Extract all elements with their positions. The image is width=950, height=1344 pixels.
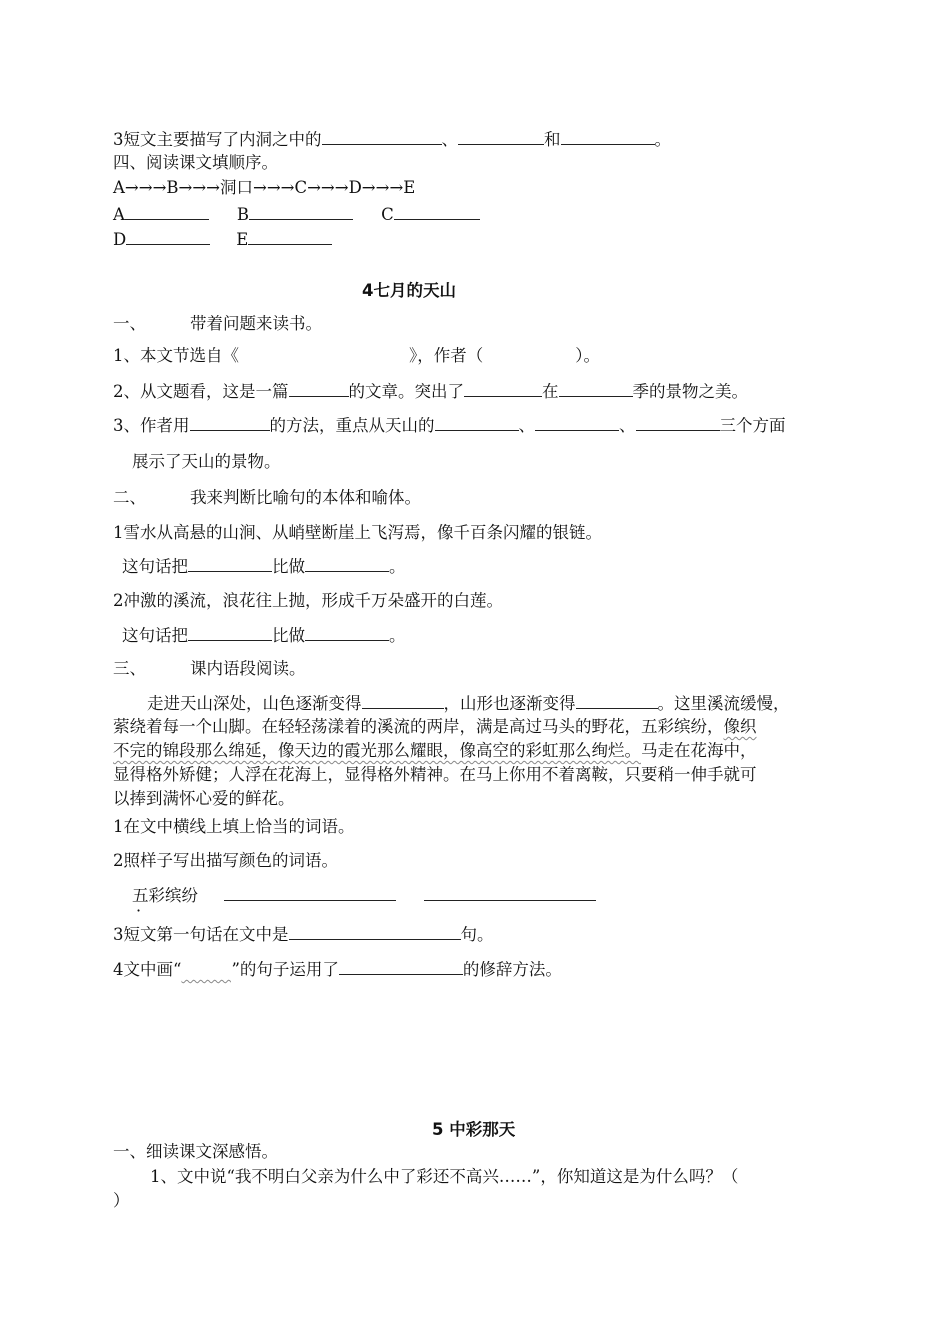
blank[interactable] bbox=[322, 128, 442, 145]
question: 3短文第一句话在文中是 句。 bbox=[113, 925, 494, 944]
blank[interactable] bbox=[125, 203, 209, 220]
sequence-line: A→→→B→→→洞口→→→C→→→D→→→E bbox=[113, 178, 416, 197]
simile-sentence: 2冲激的溪流，浪花往上抛，形成千万朵盛开的白莲。 bbox=[113, 591, 503, 610]
wavy-line-sample bbox=[181, 959, 231, 981]
blank[interactable] bbox=[188, 624, 272, 641]
blank[interactable] bbox=[394, 203, 480, 220]
order-fill-row: A B C bbox=[113, 203, 480, 226]
blank[interactable] bbox=[305, 624, 389, 641]
question-end: ） bbox=[113, 1191, 130, 1210]
lesson-title: 5 中彩那天 bbox=[432, 1120, 516, 1139]
q3-line: 3短文主要描写了内洞之中的 、 和 。 bbox=[113, 130, 671, 149]
passage-line: 以捧到满怀心爱的鲜花。 bbox=[113, 789, 295, 808]
question: 1、本文节选自《 》，作者（ ）。 bbox=[113, 346, 600, 365]
example-row: 五彩缤纷 bbox=[132, 884, 596, 907]
blank[interactable] bbox=[248, 228, 332, 245]
passage-line: 走进天山深处，山色逐渐变得 ，山形也逐渐变得 。这里溪流缓慢， bbox=[147, 694, 790, 713]
section-heading: 三、 课内语段阅读。 bbox=[113, 659, 306, 678]
question: 3、作者用 的方法，重点从天山的 、 、 三个方面 bbox=[113, 416, 786, 435]
question-continued: 展示了天山的景物。 bbox=[132, 452, 281, 471]
blank[interactable] bbox=[289, 923, 461, 940]
section-heading: 一、 带着问题来读书。 bbox=[113, 314, 322, 333]
blank[interactable] bbox=[190, 414, 270, 431]
blank[interactable] bbox=[559, 380, 633, 397]
simile-sentence: 1雪水从高悬的山涧、从峭壁断崖上飞泻焉，像千百条闪耀的银链。 bbox=[113, 523, 602, 542]
question: 2照样子写出描写颜色的词语。 bbox=[113, 851, 338, 870]
question: 1在文中横线上填上恰当的词语。 bbox=[113, 817, 355, 836]
blank[interactable] bbox=[576, 692, 658, 709]
lesson-title: 4七月的天山 bbox=[362, 281, 456, 300]
blank[interactable] bbox=[424, 884, 596, 901]
question: 1、文中说“我不明白父亲为什么中了彩还不高兴……”，你知道这是为什么吗？（ bbox=[150, 1167, 739, 1186]
blank[interactable] bbox=[636, 414, 720, 431]
blank[interactable] bbox=[435, 414, 519, 431]
blank[interactable] bbox=[535, 414, 619, 431]
question: 2、从文题看，这是一篇 的文章。突出了 在 季的景物之美。 bbox=[113, 382, 748, 401]
blank[interactable] bbox=[458, 128, 544, 145]
simile-answer: 这句话把 比做 。 bbox=[122, 557, 406, 576]
blank[interactable] bbox=[249, 203, 353, 220]
passage-line: 显得格外矫健；人浮在花海上，显得格外精神。在马上你用不着离鞍，只要稍一伸手就可 bbox=[113, 765, 757, 784]
blank[interactable] bbox=[464, 380, 542, 397]
blank[interactable] bbox=[289, 380, 349, 397]
blank[interactable] bbox=[362, 692, 444, 709]
passage-line: 萦绕着每一个山脚。在轻轻荡漾着的溪流的两岸，满是高过马头的野花，五彩缤纷，像织 bbox=[113, 717, 757, 736]
section-heading: 四、阅读课文填顺序。 bbox=[113, 153, 278, 172]
order-fill-row: D E bbox=[113, 228, 332, 251]
blank[interactable] bbox=[224, 884, 396, 901]
blank[interactable] bbox=[126, 228, 210, 245]
blank[interactable] bbox=[188, 555, 272, 572]
blank[interactable] bbox=[339, 958, 463, 975]
section-heading: 一、细读课文深感悟。 bbox=[113, 1142, 278, 1161]
question: 4文中画“ ”的句子运用了 的修辞方法。 bbox=[113, 960, 562, 979]
section-heading: 二、 我来判断比喻句的本体和喻体。 bbox=[113, 488, 421, 507]
passage-line: 不完的锦段那么绵延，像天边的霞光那么耀眼，像高空的彩虹那么绚烂。马走在花海中， bbox=[113, 741, 757, 760]
blank[interactable] bbox=[305, 555, 389, 572]
blank[interactable] bbox=[561, 128, 655, 145]
simile-answer: 这句话把 比做 。 bbox=[122, 626, 406, 645]
